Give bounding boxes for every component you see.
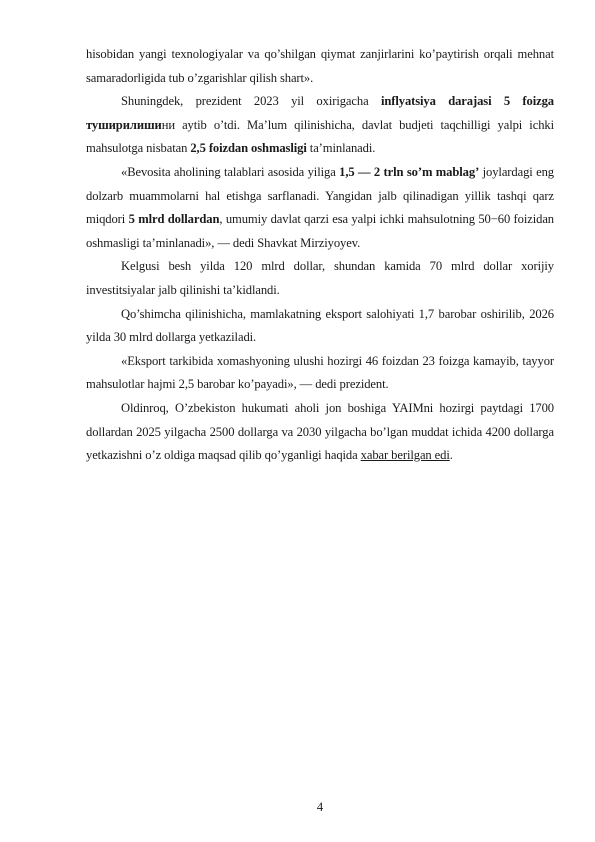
paragraph-text: Kelgusi besh yilda 120 mlrd dollar, shundan kamida 70 mlrd dollar xorijiy investitsiyalar jalb qilinishi ta’kidlandi. <box>86 259 554 297</box>
paragraph-text: Shuningdek, prezident 2023 yil oxirigacha <box>121 94 381 109</box>
paragraph-2 <box>86 90 554 161</box>
paragraph-text: ta’minlanadi. <box>306 141 376 156</box>
paragraph-text: «Eksport tarkibida xomashyoning ulushi hozirgi 46 foizdan 23 foizga kamayib, tayyor mahsulotlar hajmi 2,5 barobar ko’payadi», — dedi prezident. <box>86 353 554 392</box>
bold-phrase-funds: 1,5 — 2 trln so’m mablag’ <box>339 164 480 179</box>
page-number: 4 <box>316 800 324 814</box>
paragraph-text: . <box>449 448 453 463</box>
bold-phrase-deficit: 2,5 foizdan oshmasligi <box>190 141 307 156</box>
paragraph-6 <box>86 350 554 397</box>
paragraph-4 <box>86 255 554 302</box>
paragraph-text: , umumiy davlat qarzi esa yalpi ichki mahsulotning 50−60 foizidan oshmasligi ta’minlanadi», — dedi Shavkat Mirziyoyev. <box>86 212 555 250</box>
paragraph-7 <box>86 397 554 468</box>
paragraph-5 <box>86 303 554 350</box>
bold-phrase-inflation: inflyatsiya darajasi 5 foizga туширилиши <box>86 94 554 132</box>
document-body <box>86 43 554 468</box>
paragraph-text: Qo’shimcha qilinishicha, mamlakatning eksport salohiyati 1,7 barobar oshirilib, 2026 yilda 30 mlrd dollarga yetkaziladi. <box>86 306 554 345</box>
paragraph-3 <box>86 161 554 255</box>
paragraph-text: «Bevosita aholining talablari asosida yiliga <box>121 164 340 179</box>
paragraph-text: hisobidan yangi texnologiyalar va qo’shilgan qiymat zanjirlarini ko’paytirish orqali mehnat samaradorligida tub o’zgarishlar qilish shart». <box>86 47 554 85</box>
paragraph-text: ни aytib o’tdi. Ma’lum qilinishicha, davlat budjeti taqchilligi yalpi ichki mahsulotga nisbatan <box>86 117 554 156</box>
paragraph-text: joylardagi eng dolzarb muammolarni hal etishga sarflanadi. Yangidan jalb qilinadigan yillik tashqi qarz miqdori <box>86 164 554 227</box>
bold-phrase-debt: 5 mlrd dollardan <box>128 212 220 227</box>
paragraph-1 <box>86 43 554 90</box>
source-link[interactable]: xabar berilgan edi <box>360 448 450 463</box>
paragraph-text: Oldinroq, O’zbekiston hukumati aholi jon boshiga YAIMni hozirgi paytdagi 1700 dollardan 2025 yilgacha 2500 dollarga va 2030 yilgacha bo’lgan muddat ichida 4200 dollarga yetkazishni o’z oldiga maqsad qilib qo’yganligi haqida <box>86 400 554 463</box>
